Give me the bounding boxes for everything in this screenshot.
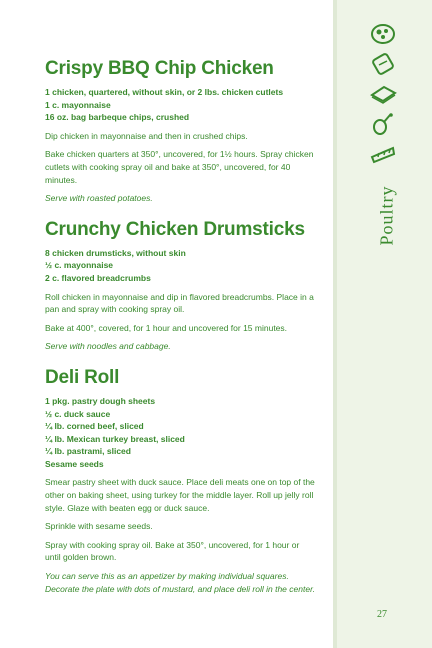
ingredient: 1 chicken, quartered, without skin, or 2 lbs. chicken cutlets <box>45 87 284 97</box>
recipe-content <box>45 58 315 609</box>
sidebar <box>333 0 432 648</box>
recipe-title: Deli Roll <box>45 366 120 388</box>
ingredient: ½ c. duck sauce <box>45 408 111 419</box>
serving-note: Serve with roasted potatoes. <box>45 193 153 204</box>
ingredient-list <box>45 395 315 471</box>
ingredient: Sesame seeds <box>45 458 104 469</box>
ingredient: 1 pkg. pastry dough sheets <box>45 395 156 406</box>
chicken-leg-icon <box>367 112 399 136</box>
page-number: 27 <box>377 609 387 620</box>
dessert-icon <box>367 142 399 166</box>
ingredient: ¼ lb. corned beef, sliced <box>45 421 144 432</box>
ingredient-list <box>45 86 315 124</box>
recipe-crispy-bbq-chip-chicken <box>45 58 315 205</box>
ingredient: 8 chicken drumsticks, without skin <box>45 247 186 258</box>
recipe-step: Smear pastry sheet with duck sauce. Place deli meats one on top of the other on baking sheet, using turkey for the middle layer. Roll up jelly roll style. Glaze with beaten egg or duck sauce. <box>45 477 315 513</box>
recipe-title: Crunchy Chicken Drumsticks <box>45 218 305 240</box>
sandwich-icon <box>367 82 399 106</box>
ingredient: ¼ lb. pastrami, sliced <box>45 446 131 457</box>
ingredient: 16 oz. bag barbeque chips, crushed <box>45 112 190 123</box>
recipe-crunchy-chicken-drumsticks <box>45 219 315 353</box>
recipe-step: Roll chicken in mayonnaise and dip in flavored breadcrumbs. Place in a pan and spray with cooking spray oil. <box>45 291 314 315</box>
wrap-icon <box>367 52 399 76</box>
recipe-title: Crispy BBQ Chip Chicken <box>45 58 274 79</box>
serving-note: You can serve this as an appetizer by making individual squares. Decorate the plate with dots of mustard, and place deli roll in the center. <box>45 571 315 594</box>
ingredient-list <box>45 247 315 285</box>
recipe-step: Spray with cooking spray oil. Bake at 350°, uncovered, for 1 hour or until golden brown. <box>45 539 300 563</box>
ingredient: 1 c. mayonnaise <box>45 99 111 110</box>
ingredient: ¼ lb. Mexican turkey breast, sliced <box>45 433 185 444</box>
ingredient: ½ c. mayonnaise <box>45 260 114 271</box>
recipe-step: Sprinkle with sesame seeds. <box>45 521 153 532</box>
serving-note: Serve with noodles and cabbage. <box>45 341 171 352</box>
salad-bowl-icon <box>367 22 399 46</box>
recipe-step: Dip chicken in mayonnaise and then in crushed chips. <box>45 130 248 141</box>
ingredient: 2 c. flavored breadcrumbs <box>45 272 151 283</box>
category-icons <box>367 22 407 172</box>
section-label: Poultry <box>376 185 397 246</box>
recipe-step: Bake chicken quarters at 350°, uncovered, for 1½ hours. Spray chicken cutlets with cooking spray oil and bake at 350°, uncovered, for 40 minutes. <box>45 149 314 185</box>
recipe-deli-roll <box>45 367 315 595</box>
recipe-step: Bake at 400°, covered, for 1 hour and uncovered for 15 minutes. <box>45 322 288 333</box>
